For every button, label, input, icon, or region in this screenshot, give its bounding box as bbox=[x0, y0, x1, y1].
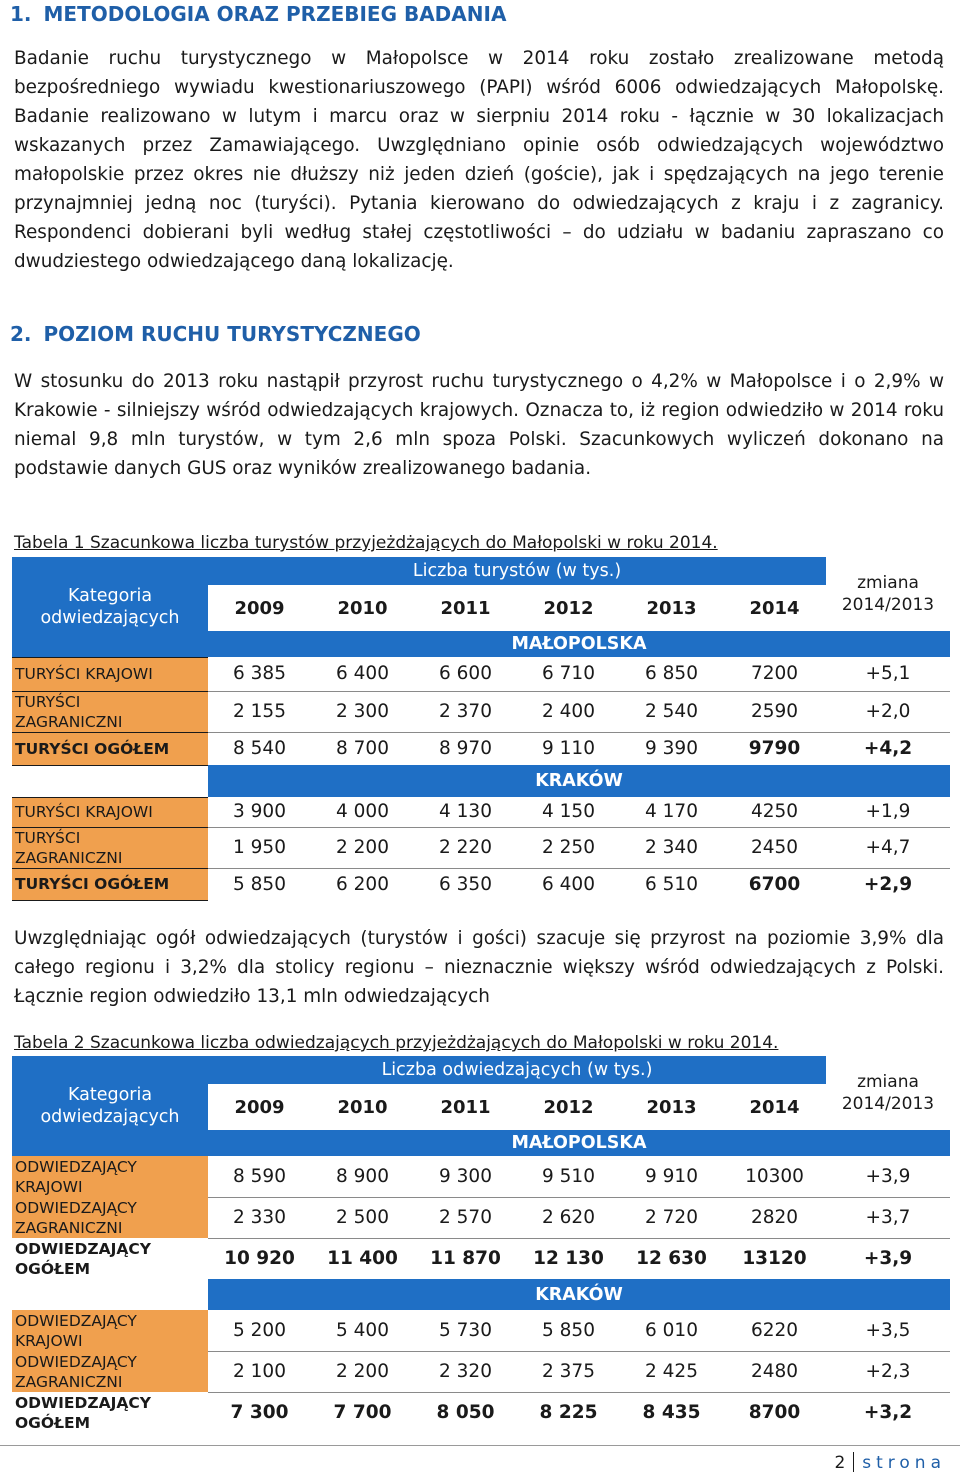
category-cell: ODWIEDZAJĄCY OGÓŁEM bbox=[12, 1238, 208, 1279]
page-word: strona bbox=[862, 1453, 946, 1473]
value-cell: 11 400 bbox=[327, 1248, 398, 1270]
change-cell: +3,2 bbox=[863, 1402, 913, 1424]
value-cell: 8 900 bbox=[311, 1156, 414, 1197]
section-title: POZIOM RUCHU TURYSTYCZNEGO bbox=[43, 322, 421, 346]
year-header: 2010 bbox=[337, 1096, 388, 1118]
value-cell: 6 510 bbox=[645, 873, 698, 895]
value-cell: 2 155 bbox=[208, 691, 311, 732]
value-cell: 2 250 bbox=[517, 827, 620, 868]
table-caption: Tabela 2 Szacunkowa liczba odwiedzających przyjeżdżających do Małopolski w roku 2014. bbox=[14, 1033, 779, 1053]
footer-divider bbox=[0, 1445, 960, 1446]
table-row bbox=[12, 1351, 950, 1392]
value-cell: 2 720 bbox=[620, 1197, 723, 1238]
value-cell: 2 540 bbox=[620, 691, 723, 732]
value-cell: 1 950 bbox=[208, 827, 311, 868]
change-header: zmiana 2014/2013 bbox=[841, 573, 935, 615]
value-cell: 8700 bbox=[748, 1402, 801, 1424]
page-footer bbox=[834, 1452, 946, 1473]
year-header: 2011 bbox=[440, 597, 491, 619]
value-cell: 13120 bbox=[742, 1248, 807, 1270]
table-row bbox=[12, 1156, 950, 1197]
section-heading-2 bbox=[10, 322, 421, 346]
value-cell: 2 100 bbox=[208, 1351, 311, 1392]
category-cell: TURYŚCI KRAJOWI bbox=[12, 797, 208, 827]
year-header: 2010 bbox=[337, 597, 388, 619]
year-header: 2014 bbox=[749, 597, 800, 619]
change-cell: +3,5 bbox=[826, 1310, 950, 1351]
value-cell: 4 150 bbox=[517, 797, 620, 827]
section-number: 2. bbox=[10, 322, 32, 346]
value-cell: 2 400 bbox=[517, 691, 620, 732]
value-cell: 2450 bbox=[723, 827, 826, 868]
table-row bbox=[12, 827, 950, 868]
value-cell: 9 390 bbox=[645, 738, 698, 760]
year-header: 2014 bbox=[749, 1096, 800, 1118]
value-cell: 2 220 bbox=[414, 827, 517, 868]
table-row bbox=[12, 1197, 950, 1238]
value-cell: 6 600 bbox=[414, 657, 517, 691]
year-header: 2013 bbox=[646, 597, 697, 619]
methodology-paragraph: Badanie ruchu turystycznego w Małopolsce w 2014 roku zostało zrealizowane metodą bezpośredniego wywiadu kwestionariuszowego (PAPI) wśród 6006 odwiedzających Małopolskę. Badanie realizowano w lutym i marcu oraz w sierpniu 2014 roku - łącznie w 30 lokalizacjach wskazanych przez Zamawiającego. Uwzględniano opinie osób odwiedzających województwo małopolskie przez okres nie dłuższy niż jeden dzień (goście), jak i spędzających na jego terenie przynajmniej jedną noc (turyści). Pytania kierowano do odwiedzających z kraju i z zagranicy. Respondenci dobierani byli według stałej częstotliwości – do udziału w badaniu zapraszano co dwudziestego odwiedzającego daną lokalizację. bbox=[14, 48, 944, 272]
table-caption: Tabela 1 Szacunkowa liczba turystów przyjeżdżających do Małopolski w roku 2014. bbox=[14, 533, 718, 553]
value-cell: 10 920 bbox=[224, 1248, 295, 1270]
region-header: MAŁOPOLSKA bbox=[208, 1130, 950, 1156]
value-cell: 7200 bbox=[723, 657, 826, 691]
span-header: Liczba odwiedzających (w tys.) bbox=[208, 1056, 826, 1084]
value-cell: 2 620 bbox=[517, 1197, 620, 1238]
value-cell: 2590 bbox=[723, 691, 826, 732]
value-cell: 2 500 bbox=[311, 1197, 414, 1238]
value-cell: 6 400 bbox=[542, 873, 595, 895]
category-cell: TURYŚCI OGÓŁEM bbox=[12, 732, 208, 765]
tourists-table bbox=[12, 557, 950, 901]
category-cell: ODWIEDZAJĄCY ZAGRANICZNI bbox=[12, 1197, 208, 1238]
value-cell: 8 590 bbox=[208, 1156, 311, 1197]
value-cell: 2 375 bbox=[517, 1351, 620, 1392]
region-header: MAŁOPOLSKA bbox=[208, 631, 950, 657]
category-cell: TURYŚCI ZAGRANICZNI bbox=[12, 691, 208, 732]
value-cell: 6700 bbox=[748, 873, 801, 895]
value-cell: 12 630 bbox=[636, 1248, 707, 1270]
value-cell: 2 340 bbox=[620, 827, 723, 868]
value-cell: 4 130 bbox=[414, 797, 517, 827]
value-cell: 2480 bbox=[723, 1351, 826, 1392]
value-cell: 6 710 bbox=[517, 657, 620, 691]
value-cell: 6 850 bbox=[620, 657, 723, 691]
year-header: 2012 bbox=[543, 1096, 594, 1118]
section-heading-1 bbox=[10, 2, 506, 26]
value-cell: 2 425 bbox=[620, 1351, 723, 1392]
section-number: 1. bbox=[10, 2, 32, 26]
change-cell: +3,7 bbox=[826, 1197, 950, 1238]
value-cell: 2 320 bbox=[414, 1351, 517, 1392]
footer-separator bbox=[853, 1452, 854, 1472]
change-cell: +1,9 bbox=[826, 797, 950, 827]
page-number: 2 bbox=[834, 1453, 846, 1473]
region-header: KRAKÓW bbox=[208, 765, 950, 797]
year-header: 2011 bbox=[440, 1096, 491, 1118]
value-cell: 3 900 bbox=[208, 797, 311, 827]
year-header: 2009 bbox=[234, 597, 285, 619]
change-cell: +2,9 bbox=[863, 873, 913, 895]
change-header: zmiana 2014/2013 bbox=[841, 1072, 935, 1114]
category-cell: ODWIEDZAJĄCY KRAJOWI bbox=[12, 1310, 208, 1351]
table-row bbox=[12, 691, 950, 732]
visitors-table bbox=[12, 1056, 950, 1433]
tourism-level-paragraph: W stosunku do 2013 roku nastąpił przyrost ruchu turystycznego o 4,2% w Małopolsce i o 2,9% w Krakowie - silniejszy wśród odwiedzających krajowych. Oznacza to, iż region odwiedziło w 2014 roku niemal 9,8 mln turystów, w tym 2,6 mln spoza Polski. Szacunkowych wyliczeń dokonano na podstawie danych GUS oraz wyników zrealizowanego badania. bbox=[14, 371, 944, 479]
region-header: KRAKÓW bbox=[208, 1279, 950, 1310]
value-cell: 6220 bbox=[723, 1310, 826, 1351]
year-header: 2012 bbox=[543, 597, 594, 619]
change-cell: +4,7 bbox=[826, 827, 950, 868]
value-cell: 9 110 bbox=[542, 738, 595, 760]
value-cell: 11 870 bbox=[430, 1248, 501, 1270]
category-cell: ODWIEDZAJĄCY OGÓŁEM bbox=[12, 1392, 208, 1433]
table-row bbox=[12, 1310, 950, 1351]
value-cell: 5 850 bbox=[233, 873, 286, 895]
table-row bbox=[12, 1392, 950, 1433]
category-cell: TURYŚCI OGÓŁEM bbox=[12, 868, 208, 900]
change-cell: +2,3 bbox=[826, 1351, 950, 1392]
value-cell: 4 170 bbox=[620, 797, 723, 827]
value-cell: 2820 bbox=[723, 1197, 826, 1238]
change-cell: +4,2 bbox=[863, 738, 913, 760]
value-cell: 8 435 bbox=[642, 1402, 701, 1424]
value-cell: 5 400 bbox=[311, 1310, 414, 1351]
value-cell: 6 400 bbox=[311, 657, 414, 691]
value-cell: 2 300 bbox=[311, 691, 414, 732]
value-cell: 9 300 bbox=[414, 1156, 517, 1197]
table-row bbox=[12, 797, 950, 827]
value-cell: 9790 bbox=[748, 738, 801, 760]
value-cell: 9 510 bbox=[517, 1156, 620, 1197]
table-row bbox=[12, 732, 950, 765]
table-row bbox=[12, 657, 950, 691]
visitors-paragraph: Uwzględniając ogół odwiedzających (turystów i gości) szacuje się przyrost na poziomie 3,9% dla całego regionu i 3,2% dla stolicy regionu – nieznacznie większy wśród odwiedzających z Polski. Łącznie region odwiedziło 13,1 mln odwiedzających bbox=[14, 928, 944, 1007]
value-cell: 8 970 bbox=[439, 738, 492, 760]
value-cell: 6 350 bbox=[439, 873, 492, 895]
value-cell: 6 200 bbox=[336, 873, 389, 895]
value-cell: 5 730 bbox=[414, 1310, 517, 1351]
table-row bbox=[12, 868, 950, 900]
value-cell: 7 300 bbox=[230, 1402, 289, 1424]
change-cell: +5,1 bbox=[826, 657, 950, 691]
span-header: Liczba turystów (w tys.) bbox=[208, 557, 826, 585]
change-cell: +3,9 bbox=[863, 1248, 913, 1270]
value-cell: 2 200 bbox=[311, 827, 414, 868]
table-row bbox=[12, 1238, 950, 1279]
section-title: METODOLOGIA ORAZ PRZEBIEG BADANIA bbox=[43, 2, 507, 26]
value-cell: 5 850 bbox=[517, 1310, 620, 1351]
value-cell: 6 010 bbox=[620, 1310, 723, 1351]
value-cell: 8 050 bbox=[436, 1402, 495, 1424]
value-cell: 4250 bbox=[723, 797, 826, 827]
value-cell: 12 130 bbox=[533, 1248, 604, 1270]
value-cell: 2 370 bbox=[414, 691, 517, 732]
value-cell: 8 700 bbox=[336, 738, 389, 760]
category-cell: TURYŚCI KRAJOWI bbox=[12, 657, 208, 691]
value-cell: 9 910 bbox=[620, 1156, 723, 1197]
change-cell: +2,0 bbox=[826, 691, 950, 732]
value-cell: 6 385 bbox=[208, 657, 311, 691]
year-header: 2013 bbox=[646, 1096, 697, 1118]
category-cell: TURYŚCI ZAGRANICZNI bbox=[12, 827, 208, 868]
category-cell: ODWIEDZAJĄCY KRAJOWI bbox=[12, 1156, 208, 1197]
year-header: 2009 bbox=[234, 1096, 285, 1118]
value-cell: 8 225 bbox=[539, 1402, 598, 1424]
value-cell: 5 200 bbox=[208, 1310, 311, 1351]
value-cell: 10300 bbox=[723, 1156, 826, 1197]
value-cell: 7 700 bbox=[333, 1402, 392, 1424]
value-cell: 2 330 bbox=[208, 1197, 311, 1238]
change-cell: +3,9 bbox=[826, 1156, 950, 1197]
value-cell: 2 200 bbox=[311, 1351, 414, 1392]
category-header: Kategoria odwiedzających bbox=[12, 557, 208, 657]
value-cell: 4 000 bbox=[311, 797, 414, 827]
value-cell: 8 540 bbox=[233, 738, 286, 760]
value-cell: 2 570 bbox=[414, 1197, 517, 1238]
category-cell: ODWIEDZAJĄCY ZAGRANICZNI bbox=[12, 1351, 208, 1392]
category-header: Kategoria odwiedzających bbox=[12, 1056, 208, 1156]
